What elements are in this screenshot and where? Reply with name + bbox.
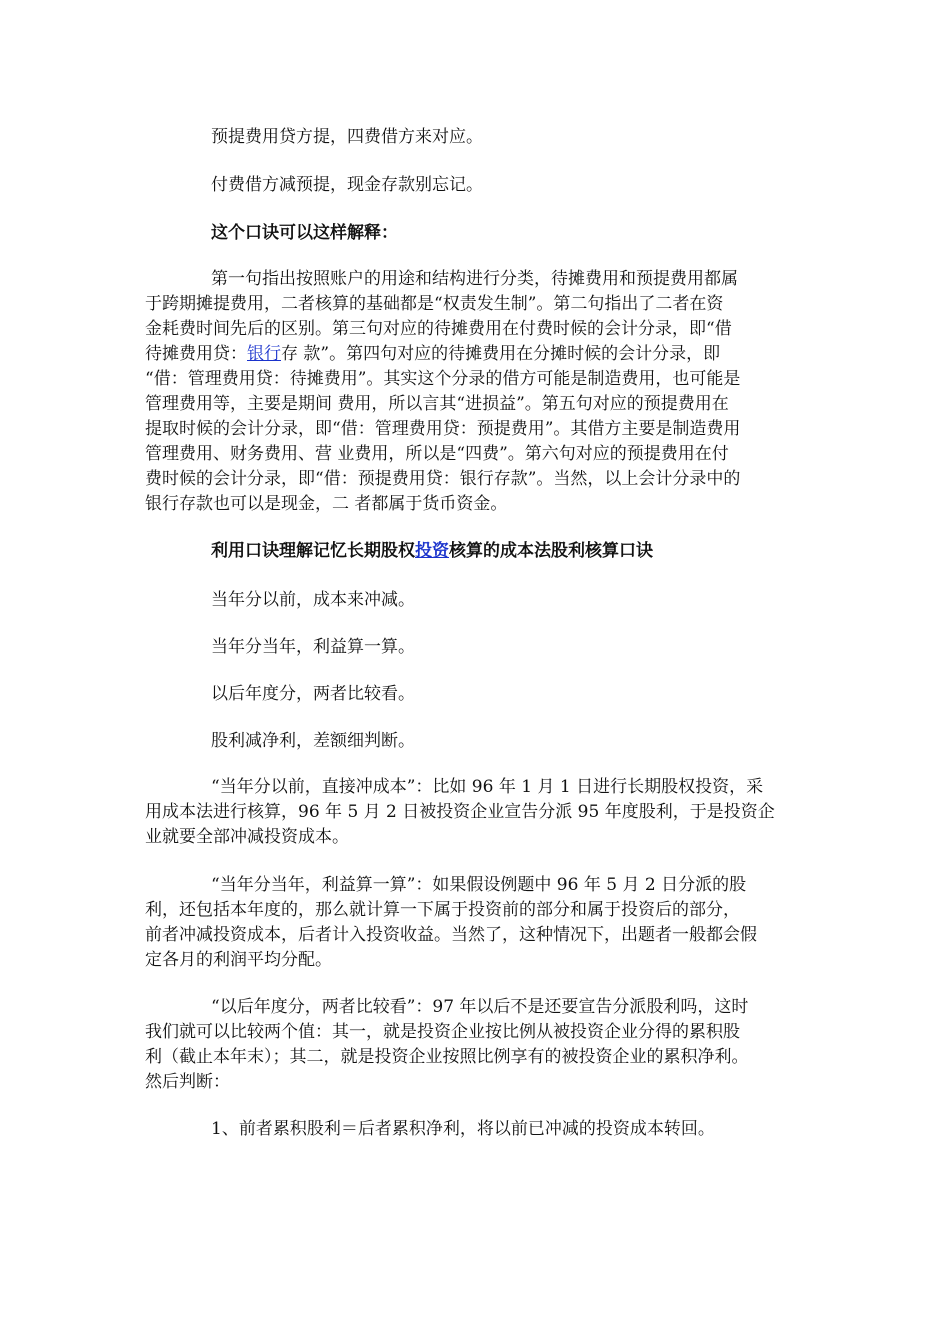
explanation-paragraph xyxy=(145,267,809,517)
investment-link[interactable]: 投资 xyxy=(415,541,449,561)
text-fragment: 存 款”。第四句对应的待摊费用在分摊时候的会计分录，即 xyxy=(281,344,721,364)
text-line: 金耗费时间先后的区别。第三句对应的待摊费用在付费时候的会计分录，即“借 xyxy=(145,319,732,339)
text-line: 然后判断： xyxy=(145,1072,230,1092)
text-line: “当年分当年，利益算一算”：如果假设例题中 96 年 5 月 2 日分派的股 xyxy=(211,875,747,895)
verse-line-6: 股利减净利，差额细判断。 xyxy=(211,731,415,751)
heading-fragment: 核算的成本法股利核算口诀 xyxy=(449,541,653,561)
verse-line-2: 付费借方减预提，现金存款别忘记。 xyxy=(211,175,483,195)
verse-line-3: 当年分以前，成本来冲减。 xyxy=(211,590,415,610)
section-heading-investment xyxy=(211,538,653,564)
text-line: 业就要全部冲减投资成本。 xyxy=(145,827,349,847)
text-line: 第一句指出按照账户的用途和结构进行分类，待摊费用和预提费用都属 xyxy=(211,269,738,289)
heading-fragment: 利用口诀理解记忆长期股权 xyxy=(211,541,415,561)
text-fragment: 待摊费用贷： xyxy=(145,344,247,364)
text-line: 银行存款也可以是现金，二 者都属于货币资金。 xyxy=(145,494,508,514)
text-line: 利（截止本年末）；其二，就是投资企业按照比例享有的被投资企业的累积净利。 xyxy=(145,1047,749,1067)
text-line: “以后年度分，两者比较看”：97 年以后不是还要宣告分派股利吗，这时 xyxy=(211,997,749,1017)
section-heading-explanation: 这个口诀可以这样解释： xyxy=(211,223,398,243)
paragraph-before-year xyxy=(145,775,809,850)
text-line: 管理费用等，主要是期间 费用，所以言其“进损益”。第五句对应的预提费用在 xyxy=(145,394,729,414)
list-item-1: 1、前者累积股利＝后者累积净利，将以前已冲减的投资成本转回。 xyxy=(211,1119,715,1139)
text-line: 提取时候的会计分录，即“借：管理费用贷：预提费用”。其借方主要是制造费用 xyxy=(145,419,741,439)
bank-link[interactable]: 银行 xyxy=(247,344,281,364)
text-line: 用成本法进行核算，96 年 5 月 2 日被投资企业宣告分派 95 年度股利，于是投资企 xyxy=(145,802,775,822)
verse-line-5: 以后年度分，两者比较看。 xyxy=(211,684,415,704)
text-line: 利，还包括本年度的，那么就计算一下属于投资前的部分和属于投资后的部分， xyxy=(145,900,740,920)
paragraph-same-year xyxy=(145,873,809,973)
text-line: 管理费用、财务费用、营 业费用，所以是“四费”。第六句对应的预提费用在付 xyxy=(145,444,729,464)
text-line: 费时候的会计分录，即“借：预提费用贷：银行存款”。当然，以上会计分录中的 xyxy=(145,469,741,489)
text-line: 我们就可以比较两个值：其一，就是投资企业按比例从被投资企业分得的累积股 xyxy=(145,1022,740,1042)
text-line: 于跨期摊提费用，二者核算的基础都是“权责发生制”。第二句指出了二者在资 xyxy=(145,294,724,314)
text-line: 前者冲减投资成本，后者计入投资收益。当然了，这种情况下，出题者一般都会假 xyxy=(145,925,757,945)
text-line-with-link xyxy=(145,342,809,367)
verse-line-4: 当年分当年，利益算一算。 xyxy=(211,637,415,657)
text-line: “当年分以前，直接冲成本”：比如 96 年 1 月 1 日进行长期股权投资，采 xyxy=(211,777,764,797)
verse-line-1: 预提费用贷方提，四费借方来对应。 xyxy=(211,127,483,147)
text-line: 定各月的利润平均分配。 xyxy=(145,950,332,970)
paragraph-later-years xyxy=(145,995,809,1095)
text-line: “借：管理费用贷：待摊费用”。其实这个分录的借方可能是制造费用，也可能是 xyxy=(145,369,741,389)
